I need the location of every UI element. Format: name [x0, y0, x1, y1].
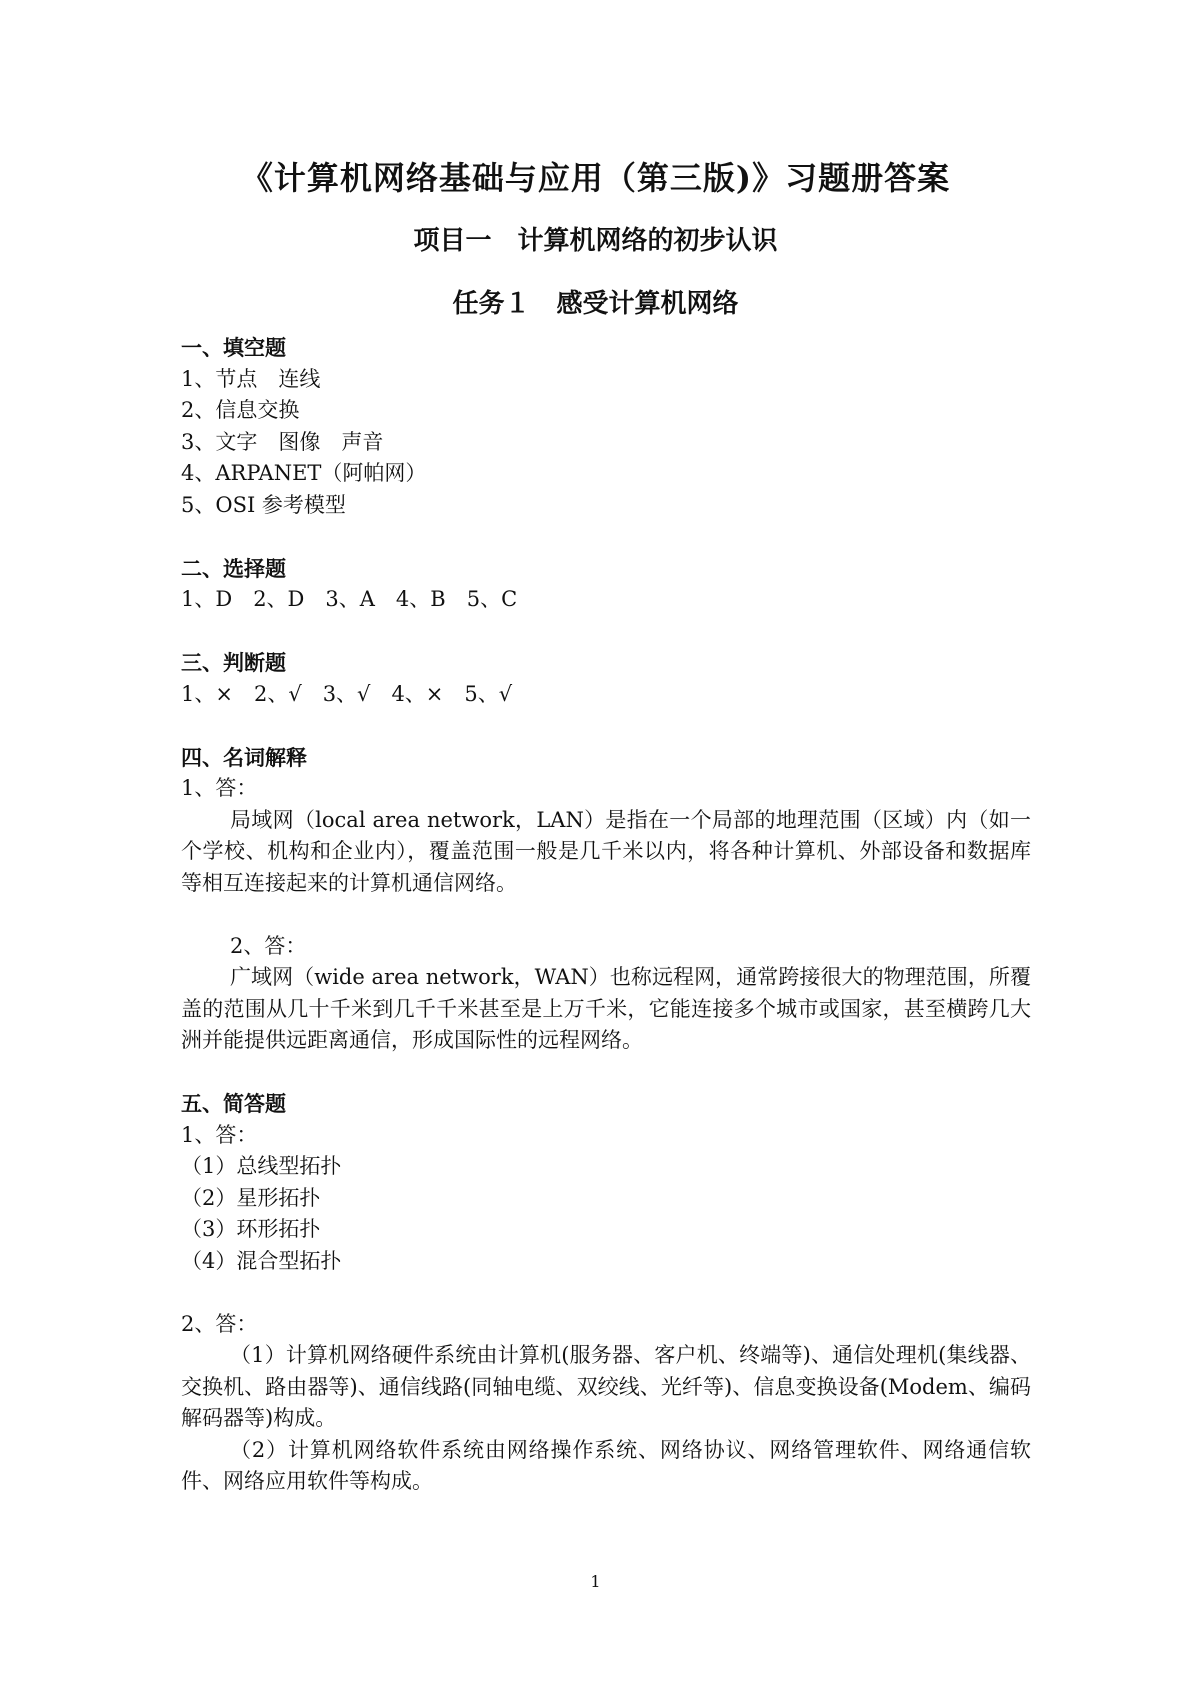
- short-q2-part-1: （1）计算机网络硬件系统由计算机(服务器、客户机、终端等)、通信处理机(集线器、交换机、路由器等)、通信线路(同轴电缆、双绞线、光纤等)、信息变换设备(Modem、编码解码器等)构成。: [181, 1343, 1031, 1430]
- short-q2-label: 2、答：: [181, 1311, 258, 1336]
- terms-q1-label: 1、答：: [181, 776, 258, 800]
- terms-q1-answer: 局域网（local area network，LAN）是指在一个局部的地理范围（区域）内（如一个学校、机构和企业内），覆盖范围一般是几千米以内，将各种计算机、外部设备和数据库等相互连接起来的计算机通信网络。: [181, 807, 1031, 895]
- section-heading-terms: 四、名词解释: [181, 744, 307, 770]
- fill-answer-2: 2、信息交换: [181, 398, 300, 422]
- fill-answer-5: 5、OSI 参考模型: [181, 492, 346, 517]
- answer-content: [181, 332, 1031, 1498]
- spacer: [181, 616, 1031, 648]
- spacer: [181, 521, 1031, 553]
- fill-answer-3: 3、文字 图像 声音: [181, 429, 384, 454]
- fill-answer-4: 4、ARPANET（阿帕网）: [181, 461, 427, 485]
- short-q1-item-1: （1）总线型拓扑: [181, 1154, 342, 1178]
- section-heading-fill: 一、填空题: [181, 335, 286, 360]
- task-heading: 任务１ 感受计算机网络: [452, 289, 739, 319]
- short-q1-item-3: （3）环形拓扑: [181, 1217, 321, 1241]
- choice-answers: 1、D 2、D 3、A 4、B 5、C: [181, 587, 518, 611]
- page-number: 1: [590, 1572, 601, 1591]
- terms-q2-answer: 广域网（wide area network，WAN）也称远程网，通常跨接很大的物理范围，所覆盖的范围从几十千米到几千千米甚至是上万千米，它能连接多个城市或国家，甚至横跨几大洲并能提供远距离通信，形成国际性的远程网络。: [181, 965, 1031, 1052]
- section-heading-choice: 二、选择题: [181, 555, 286, 581]
- spacer: [181, 1277, 1031, 1309]
- section-heading-judge: 三、判断题: [181, 650, 286, 675]
- short-q1-item-2: （2）星形拓扑: [181, 1185, 321, 1210]
- spacer: [181, 1057, 1031, 1089]
- spacer: [181, 899, 1031, 931]
- spacer: [181, 710, 1031, 742]
- document-title: 《计算机网络基础与应用（第三版)》习题册答案: [240, 159, 951, 197]
- terms-q2-label: 2、答：: [230, 933, 307, 958]
- project-heading: 项目一 计算机网络的初步认识: [413, 226, 778, 256]
- short-q2-part-2: （2）计算机网络软件系统由网络操作系统、网络协议、网络管理软件、网络通信软件、网络应用软件等构成。: [181, 1437, 1031, 1493]
- section-heading-short: 五、简答题: [181, 1091, 286, 1116]
- short-q1-label: 1、答：: [181, 1122, 258, 1147]
- fill-answer-1: 1、节点 连线: [181, 366, 321, 391]
- judge-answers: 1、× 2、√ 3、√ 4、× 5、√: [181, 681, 513, 706]
- short-q1-item-4: （4）混合型拓扑: [181, 1248, 342, 1273]
